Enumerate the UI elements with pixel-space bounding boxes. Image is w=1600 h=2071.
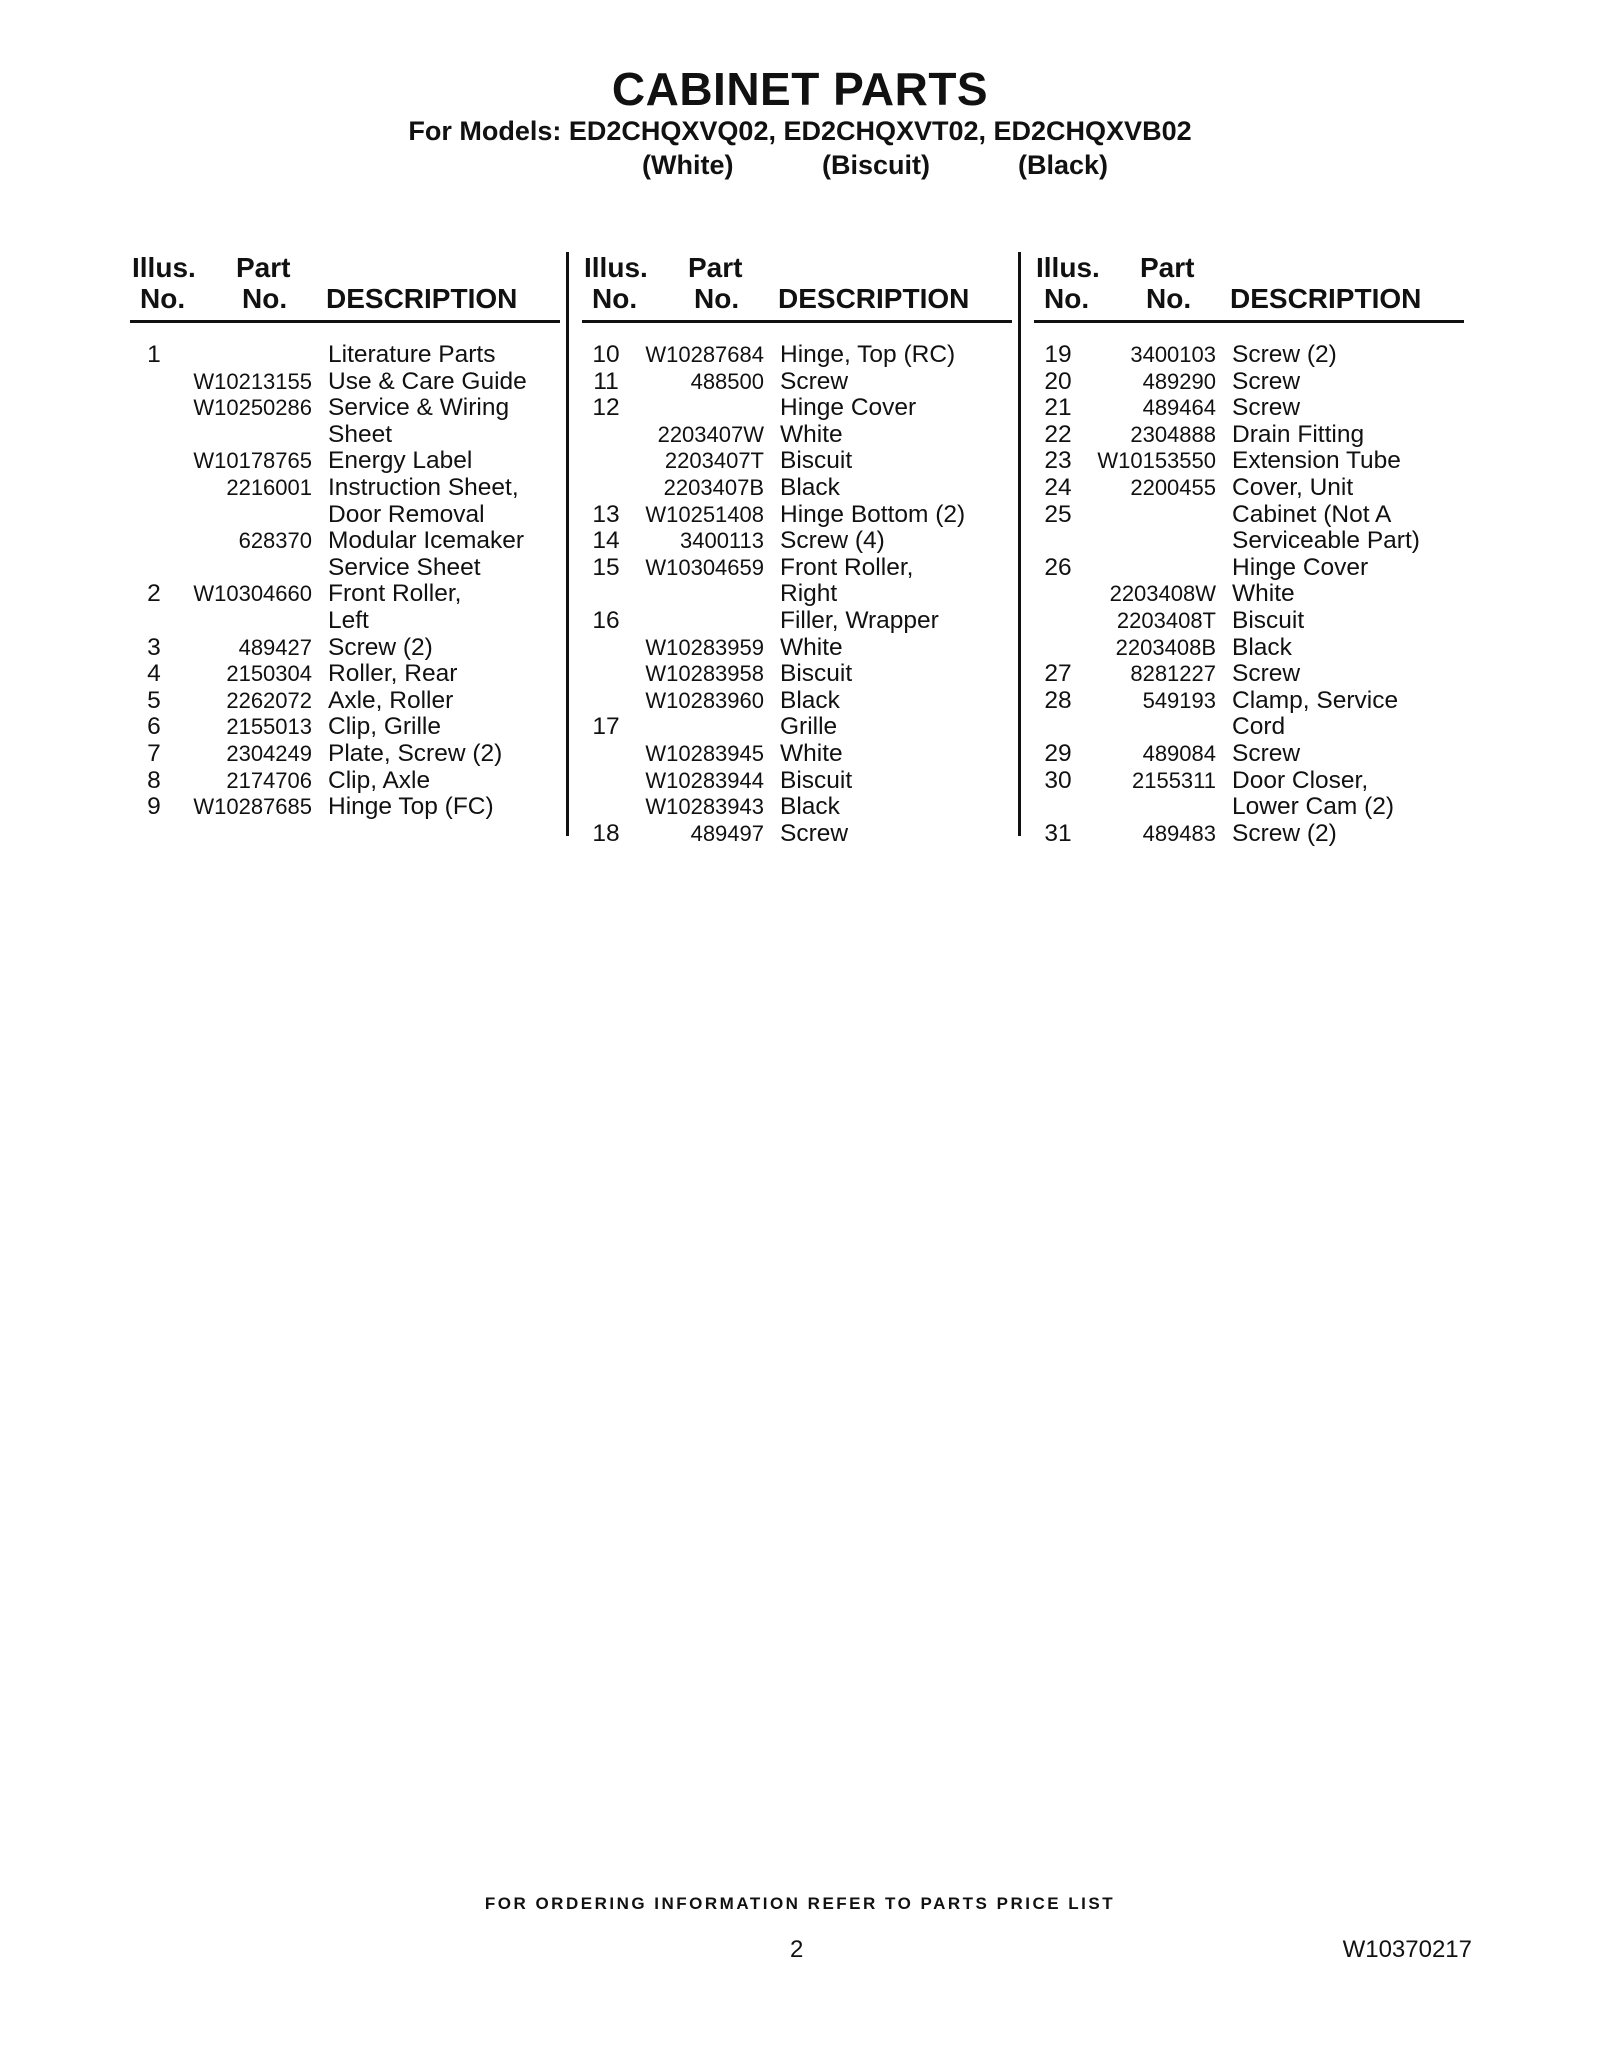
part-description: Biscuit (1232, 606, 1305, 634)
illus-number: 10 (592, 341, 620, 368)
part-description: Serviceable Part) (1232, 527, 1420, 555)
description-header: DESCRIPTION (326, 283, 518, 314)
part-number: 2203407T (664, 448, 764, 474)
illus-number: 30 (1044, 766, 1072, 794)
illus-number: 9 (147, 793, 161, 821)
illus-number: 16 (592, 606, 620, 634)
parts-list (582, 342, 1012, 847)
parts-column-1 (130, 252, 560, 821)
part-description: Axle, Roller (328, 686, 454, 714)
table-row (582, 768, 1012, 795)
illus-number: 13 (592, 500, 620, 528)
table-row (1034, 395, 1464, 422)
table-row (582, 794, 1012, 821)
ordering-note: FOR ORDERING INFORMATION REFER TO PARTS PRICE LIST (484, 1894, 1116, 1913)
part-header-line1: Part (236, 252, 291, 283)
table-row (130, 768, 560, 795)
table-row (1034, 342, 1464, 369)
part-number: 8281227 (1130, 661, 1216, 687)
part-number: W10153550 (1097, 448, 1216, 474)
illus-number: 21 (1044, 394, 1072, 422)
part-description: Extension Tube (1232, 447, 1401, 475)
part-description: Screw (1232, 739, 1301, 767)
table-row (582, 688, 1012, 715)
parts-list (1034, 342, 1464, 847)
table-row (130, 794, 560, 821)
part-description: Clip, Grille (328, 713, 441, 741)
table-row (1034, 369, 1464, 396)
parts-list (130, 342, 560, 821)
part-number: 3400113 (679, 528, 764, 554)
part-description: Black (1232, 633, 1292, 661)
table-row (130, 581, 560, 608)
part-number: W10304660 (193, 581, 312, 607)
part-description: Front Roller, (328, 580, 462, 608)
table-row (582, 821, 1012, 848)
table-row (130, 714, 560, 741)
part-header-line2: No. (1146, 283, 1192, 314)
illus-number: 2 (147, 580, 161, 608)
part-number: 489464 (1142, 395, 1216, 421)
part-header-line1: Part (1140, 252, 1195, 283)
part-number: 2155013 (226, 714, 312, 740)
part-number: W10304659 (645, 554, 764, 580)
parts-column-2 (582, 252, 1012, 847)
page-title: CABINET PARTS (611, 63, 989, 115)
illus-number: 31 (1044, 819, 1072, 847)
part-number: 2174706 (226, 767, 312, 793)
models-subtitle: For Models: ED2CHQXVQ02, ED2CHQXVT02, ED2CHQXVB02 (408, 116, 1192, 146)
table-row (582, 661, 1012, 688)
column-header (1034, 252, 1464, 323)
part-number: 489084 (1142, 740, 1216, 766)
illus-number: 15 (592, 553, 620, 581)
table-row (130, 369, 560, 396)
part-description: Hinge Cover (780, 394, 917, 422)
part-header-line2: No. (694, 283, 740, 314)
illus-header-line2: No. (592, 283, 638, 314)
table-row (582, 635, 1012, 662)
part-description: Door Closer, (1232, 766, 1369, 794)
part-number: W10283943 (645, 794, 764, 820)
part-description: Left (328, 606, 369, 634)
illus-number: 8 (147, 766, 161, 794)
table-row (130, 395, 560, 422)
part-description: Cabinet (Not A (1232, 500, 1392, 528)
part-number: W10287685 (193, 794, 312, 820)
part-number: 489290 (1142, 368, 1216, 394)
illus-number: 11 (593, 367, 619, 395)
part-description: Clip, Axle (328, 766, 431, 794)
part-number: 628370 (238, 528, 312, 554)
table-row (1034, 555, 1464, 582)
part-description: Lower Cam (2) (1232, 793, 1395, 821)
page-number: 2 (790, 1936, 804, 1963)
part-description: Biscuit (780, 766, 853, 794)
illus-header-line1: Illus. (584, 252, 648, 283)
table-row (1034, 635, 1464, 662)
part-description: Door Removal (328, 500, 485, 528)
table-row (130, 422, 560, 449)
part-number: 3400103 (1130, 342, 1216, 367)
part-description: Instruction Sheet, (328, 473, 519, 501)
table-row (1034, 741, 1464, 768)
illus-number: 22 (1044, 420, 1072, 448)
part-number: W10213155 (193, 368, 312, 394)
part-number: 2203408W (1109, 581, 1216, 607)
table-row (1034, 661, 1464, 688)
table-row (130, 661, 560, 688)
part-number: 2304249 (226, 740, 312, 766)
part-description: Screw (4) (780, 527, 885, 555)
table-row (1034, 768, 1464, 795)
illus-number: 25 (1044, 500, 1072, 528)
illus-number: 4 (147, 660, 161, 688)
table-row (130, 342, 560, 369)
part-description: White (1232, 580, 1295, 608)
illus-number: 26 (1044, 553, 1072, 581)
part-description: White (780, 633, 843, 661)
part-number: 2200455 (1130, 474, 1216, 500)
table-row (582, 741, 1012, 768)
parts-column-3 (1034, 252, 1464, 847)
part-number: 2203408B (1115, 634, 1216, 660)
illus-header-line2: No. (140, 283, 186, 314)
part-description: Cord (1232, 713, 1286, 741)
illus-number: 20 (1044, 367, 1072, 395)
part-description: Cover, Unit (1232, 473, 1354, 501)
part-description: Hinge Bottom (2) (780, 500, 966, 528)
illus-number: 23 (1044, 447, 1072, 475)
table-row (1034, 422, 1464, 449)
column-divider (1018, 252, 1021, 836)
part-description: Sheet (328, 420, 393, 448)
part-description: Front Roller, (780, 553, 914, 581)
table-row (1034, 714, 1464, 741)
part-number: W10250286 (193, 395, 312, 421)
part-number: W10283958 (645, 661, 764, 687)
table-row (582, 581, 1012, 608)
table-row (1034, 502, 1464, 529)
part-description: White (780, 420, 843, 448)
part-number: 488500 (690, 368, 764, 394)
document-number: W10370217 (1342, 1936, 1472, 1963)
part-description: Black (780, 473, 840, 501)
part-description: Screw (1232, 367, 1301, 395)
part-description: Black (780, 686, 840, 714)
table-row (582, 714, 1012, 741)
part-description: Screw (1232, 394, 1301, 422)
part-number: W10178765 (193, 448, 312, 474)
table-row (130, 528, 560, 555)
part-number: 2216001 (226, 474, 312, 500)
part-description: Screw (2) (1232, 819, 1337, 847)
part-description: Right (780, 580, 838, 608)
part-description: Hinge Cover (1232, 553, 1369, 581)
part-description: Screw (2) (328, 633, 433, 661)
part-description: White (780, 739, 843, 767)
part-description: Hinge, Top (RC) (780, 341, 956, 368)
part-description: Plate, Screw (2) (328, 739, 503, 767)
illus-number: 5 (147, 686, 161, 714)
column-header (582, 252, 1012, 323)
illus-number: 12 (592, 394, 620, 422)
table-row (1034, 794, 1464, 821)
part-number: 2203407W (657, 421, 764, 447)
table-row (582, 555, 1012, 582)
table-row (582, 528, 1012, 555)
table-row (1034, 608, 1464, 635)
part-number: 489483 (1142, 820, 1216, 846)
illus-header-line1: Illus. (1036, 252, 1100, 283)
part-header-line2: No. (242, 283, 288, 314)
illus-header-line2: No. (1044, 283, 1090, 314)
illus-number: 17 (592, 713, 620, 741)
part-number: W10283944 (645, 767, 764, 793)
part-number: 2304888 (1130, 421, 1216, 447)
part-number: W10283960 (645, 687, 764, 713)
table-row (582, 342, 1012, 369)
table-row (1034, 821, 1464, 848)
illus-number: 27 (1044, 660, 1072, 688)
table-row (130, 555, 560, 582)
model-color-biscuit: (Biscuit) (822, 150, 930, 180)
part-number: 2155311 (1131, 767, 1216, 793)
illus-number: 28 (1044, 686, 1072, 714)
part-number: 2262072 (226, 687, 312, 713)
part-description: Roller, Rear (328, 660, 458, 688)
part-description: Screw (2) (1232, 341, 1337, 368)
table-row (130, 688, 560, 715)
part-description: Black (780, 793, 840, 821)
illus-number: 19 (1044, 341, 1072, 368)
table-row (130, 608, 560, 635)
part-description: Use & Care Guide (328, 367, 527, 395)
part-number: W10283959 (645, 634, 764, 660)
table-row (1034, 581, 1464, 608)
part-number: 2150304 (226, 661, 312, 687)
table-row (130, 502, 560, 529)
part-number: 489427 (238, 634, 312, 660)
illus-header-line1: Illus. (132, 252, 196, 283)
table-row (1034, 528, 1464, 555)
table-row (1034, 475, 1464, 502)
table-row (130, 475, 560, 502)
table-row (582, 448, 1012, 475)
part-description: Modular Icemaker (328, 527, 525, 555)
model-color-white: (White) (642, 150, 734, 180)
table-row (582, 502, 1012, 529)
part-description: Energy Label (328, 447, 473, 475)
part-number: 2203408T (1116, 607, 1216, 633)
part-description: Clamp, Service (1232, 686, 1399, 714)
part-description: Biscuit (780, 660, 853, 688)
table-row (130, 741, 560, 768)
illus-number: 7 (147, 739, 161, 767)
part-number: W10283945 (645, 740, 764, 766)
part-description: Screw (780, 367, 849, 395)
part-number: 2203407B (663, 474, 764, 500)
part-description: Service Sheet (328, 553, 481, 581)
table-row (1034, 688, 1464, 715)
table-row (130, 635, 560, 662)
part-description: Filler, Wrapper (780, 606, 939, 634)
part-description: Drain Fitting (1232, 420, 1365, 448)
part-description: Screw (1232, 660, 1301, 688)
part-number: W10251408 (645, 501, 764, 527)
part-description: Service & Wiring (328, 394, 510, 422)
table-row (130, 448, 560, 475)
description-header: DESCRIPTION (1230, 283, 1422, 314)
table-row (582, 475, 1012, 502)
illus-number: 3 (147, 633, 161, 661)
part-number: 489497 (690, 820, 764, 846)
part-description: Literature Parts (328, 341, 496, 368)
part-description: Grille (780, 713, 838, 741)
table-row (582, 395, 1012, 422)
table-row (1034, 448, 1464, 475)
part-description: Hinge Top (FC) (328, 793, 494, 821)
column-divider (566, 252, 569, 836)
illus-number: 6 (147, 713, 161, 741)
illus-number: 14 (592, 527, 620, 555)
illus-number: 18 (592, 819, 620, 847)
illus-number: 24 (1044, 473, 1072, 501)
part-description: Screw (780, 819, 849, 847)
table-row (582, 608, 1012, 635)
description-header: DESCRIPTION (778, 283, 970, 314)
illus-number: 1 (147, 341, 161, 368)
model-color-black: (Black) (1018, 150, 1109, 180)
table-row (582, 369, 1012, 396)
column-header (130, 252, 560, 323)
illus-number: 29 (1044, 739, 1072, 767)
part-number: 549193 (1142, 687, 1216, 713)
table-row (582, 422, 1012, 449)
part-header-line1: Part (688, 252, 743, 283)
part-description: Biscuit (780, 447, 853, 475)
part-number: W10287684 (645, 342, 764, 367)
